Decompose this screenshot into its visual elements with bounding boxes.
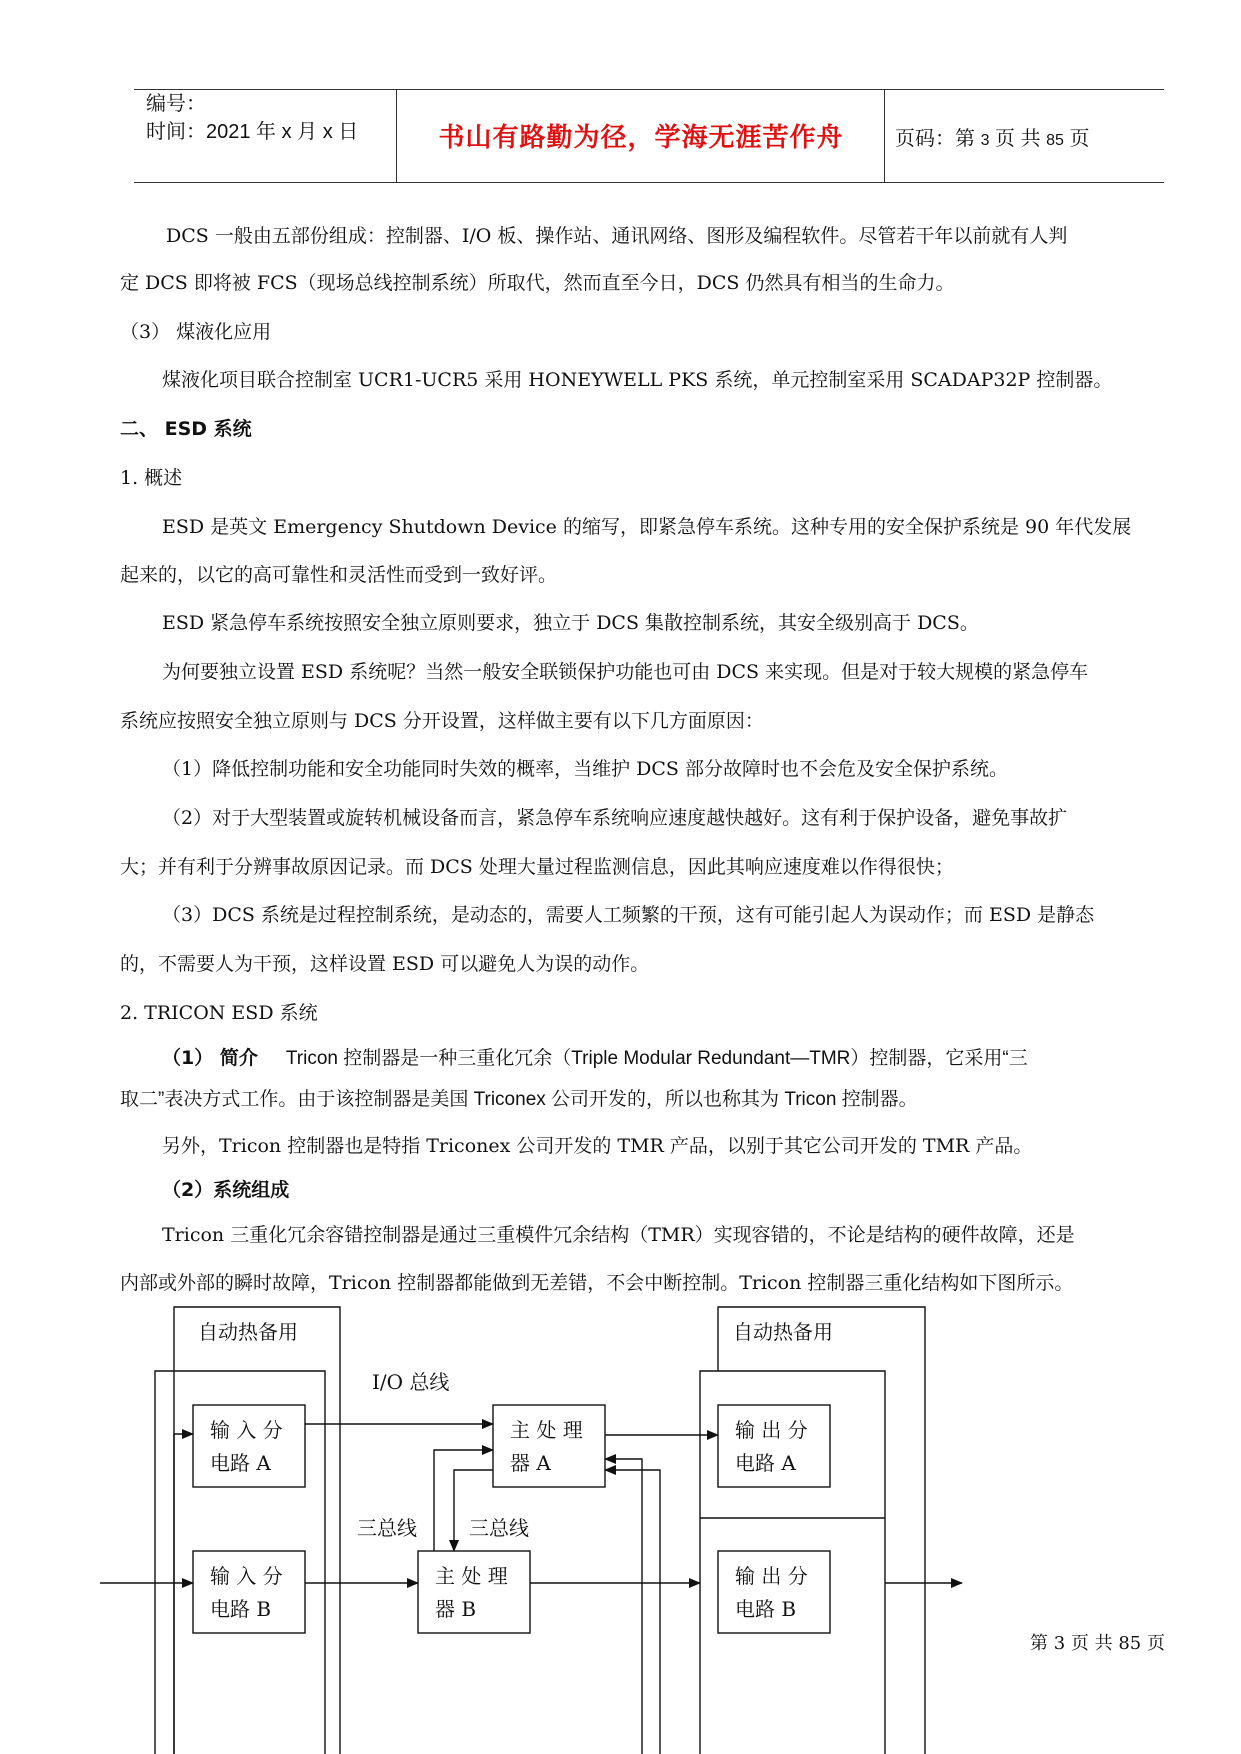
intro-text-1: Tricon 控制器是一种三重化冗余（Triple Modular Redundant—TMR）控制器，它采用“三 <box>285 1048 1028 1069</box>
section-heading-esd: 二、 ESD 系统 <box>120 418 252 440</box>
processor-a-line-1: 主 处 理 <box>510 1418 583 1442</box>
document-number-label: 编号： <box>146 93 206 115</box>
subheading-tricon-esd: 2. TRICON ESD 系统 <box>120 1002 318 1024</box>
heading-coal-liquefaction: （3） 煤液化应用 <box>120 321 272 343</box>
right-standby-frame <box>718 1307 925 1754</box>
document-time: 时间：2021 年 x 月 x 日 <box>146 121 359 143</box>
header-motto: 书山有路勤为径，学海无涯苦作舟 <box>438 123 844 153</box>
tribus-right-label: 三总线 <box>469 1516 529 1540</box>
paragraph-esd-def-2: 起来的，以它的高可靠性和灵活性而受到一致好评。 <box>120 564 558 586</box>
processor-a-line-2: 器 A <box>510 1451 551 1475</box>
footer-page-number: 第 3 页 共 85 页 <box>1030 1633 1165 1654</box>
paragraph-why-1: 为何要独立设置 ESD 系统呢？当然一般安全联锁保护功能也可由 DCS 来实现。但是对于较大规模的紧急停车 <box>162 661 1089 683</box>
output-b-line-2: 电路 B <box>735 1597 797 1621</box>
tribus-left-label: 三总线 <box>357 1516 417 1540</box>
tribus-right-arrow <box>605 1470 660 1754</box>
page-total: 85 <box>1046 132 1064 149</box>
input-a-feed-arrow <box>174 1434 193 1754</box>
input-a-line-2: 电路 A <box>210 1451 271 1475</box>
hot-standby-right-label: 自动热备用 <box>733 1320 833 1344</box>
processor-b-line-2: 器 B <box>435 1597 477 1621</box>
page-current: 3 <box>980 132 990 149</box>
paragraph-why-2: 系统应按照安全独立原则与 DCS 分开设置，这样做主要有以下几方面原因： <box>120 710 764 732</box>
page-mid: 页 共 <box>995 128 1041 150</box>
page-prefix: 页码：第 <box>895 128 975 150</box>
subheading-overview: 1. 概述 <box>120 467 183 489</box>
paragraph-esd-def-1: ESD 是英文 Emergency Shutdown Device 的缩写，即紧急停车系统。这种专用的安全保护系统是 90 年代发展 <box>162 516 1132 538</box>
input-a-line-1: 输 入 分 <box>210 1418 283 1442</box>
reason-3-line-2: 的，不需要人为干预，这样设置 ESD 可以避免人为误的动作。 <box>120 953 650 975</box>
output-a-line-2: 电路 A <box>735 1451 796 1475</box>
paragraph-tmr-2: 内部或外部的瞬时故障，Tricon 控制器都能做到无差错，不会中断控制。Tricon 控制器三重化结构如下图所示。 <box>120 1272 1074 1294</box>
page-suffix: 页 <box>1069 128 1090 150</box>
paragraph-esd-independent: ESD 紧急停车系统按照安全独立原则要求，独立于 DCS 集散控制系统，其安全级别高于 DCS。 <box>162 612 979 634</box>
paragraph-dcs-1: DCS 一般由五部份组成：控制器、I/O 板、操作站、通讯网络、图形及编程软件。尽管若干年以前就有人判 <box>166 225 1068 247</box>
subheading-system-composition: （2）系统组成 <box>162 1179 290 1201</box>
hot-standby-left-label: 自动热备用 <box>198 1320 298 1344</box>
tribus-b-up-arrow <box>605 1459 642 1754</box>
processor-b-line-1: 主 处 理 <box>435 1564 508 1588</box>
paragraph-dcs-2: 定 DCS 即将被 FCS（现场总线控制系统）所取代，然而直至今日，DCS 仍然具有相当的生命力。 <box>120 272 955 294</box>
reason-2-line-1: （2）对于大型装置或旋转机械设备而言，紧急停车系统响应速度越快越好。这有利于保护设备，避免事故扩 <box>162 807 1068 829</box>
output-a-line-1: 输 出 分 <box>735 1418 808 1442</box>
reason-2-line-2: 大；并有利于分辨事故原因记录。而 DCS 处理大量过程监测信息，因此其响应速度难以作得很快； <box>120 856 954 878</box>
reason-1: （1）降低控制功能和安全功能同时失效的概率，当维护 DCS 部分故障时也不会危及安全保护系统。 <box>162 758 1008 780</box>
intro-label: （1） 简介 <box>162 1047 258 1069</box>
input-b-line-2: 电路 B <box>210 1597 272 1621</box>
paragraph-tmr-1: Tricon 三重化冗余容错控制器是通过三重模件冗余结构（TMR）实现容错的，不论是结构的硬件故障，还是 <box>162 1224 1075 1246</box>
input-b-line-1: 输 入 分 <box>210 1564 283 1588</box>
paragraph-intro-2: 取二”表决方式工作。由于该控制器是美国 Triconex 公司开发的，所以也称其为 Tricon 控制器。 <box>120 1089 918 1110</box>
output-b-line-1: 输 出 分 <box>735 1564 808 1588</box>
io-bus-label: I/O 总线 <box>372 1370 450 1394</box>
paragraph-coal-liquefaction: 煤液化项目联合控制室 UCR1-UCR5 采用 HONEYWELL PKS 系统，单元控制室采用 SCADAP32P 控制器。 <box>162 369 1113 391</box>
left-standby-frame <box>174 1307 340 1754</box>
reason-3-line-1: （3）DCS 系统是过程控制系统，是动态的，需要人工频繁的干预，这有可能引起人为误动作；而 ESD 是静态 <box>162 904 1095 926</box>
paragraph-tricon-tmr: 另外，Tricon 控制器也是特指 Triconex 公司开发的 TMR 产品，以别于其它公司开发的 TMR 产品。 <box>162 1135 1033 1157</box>
